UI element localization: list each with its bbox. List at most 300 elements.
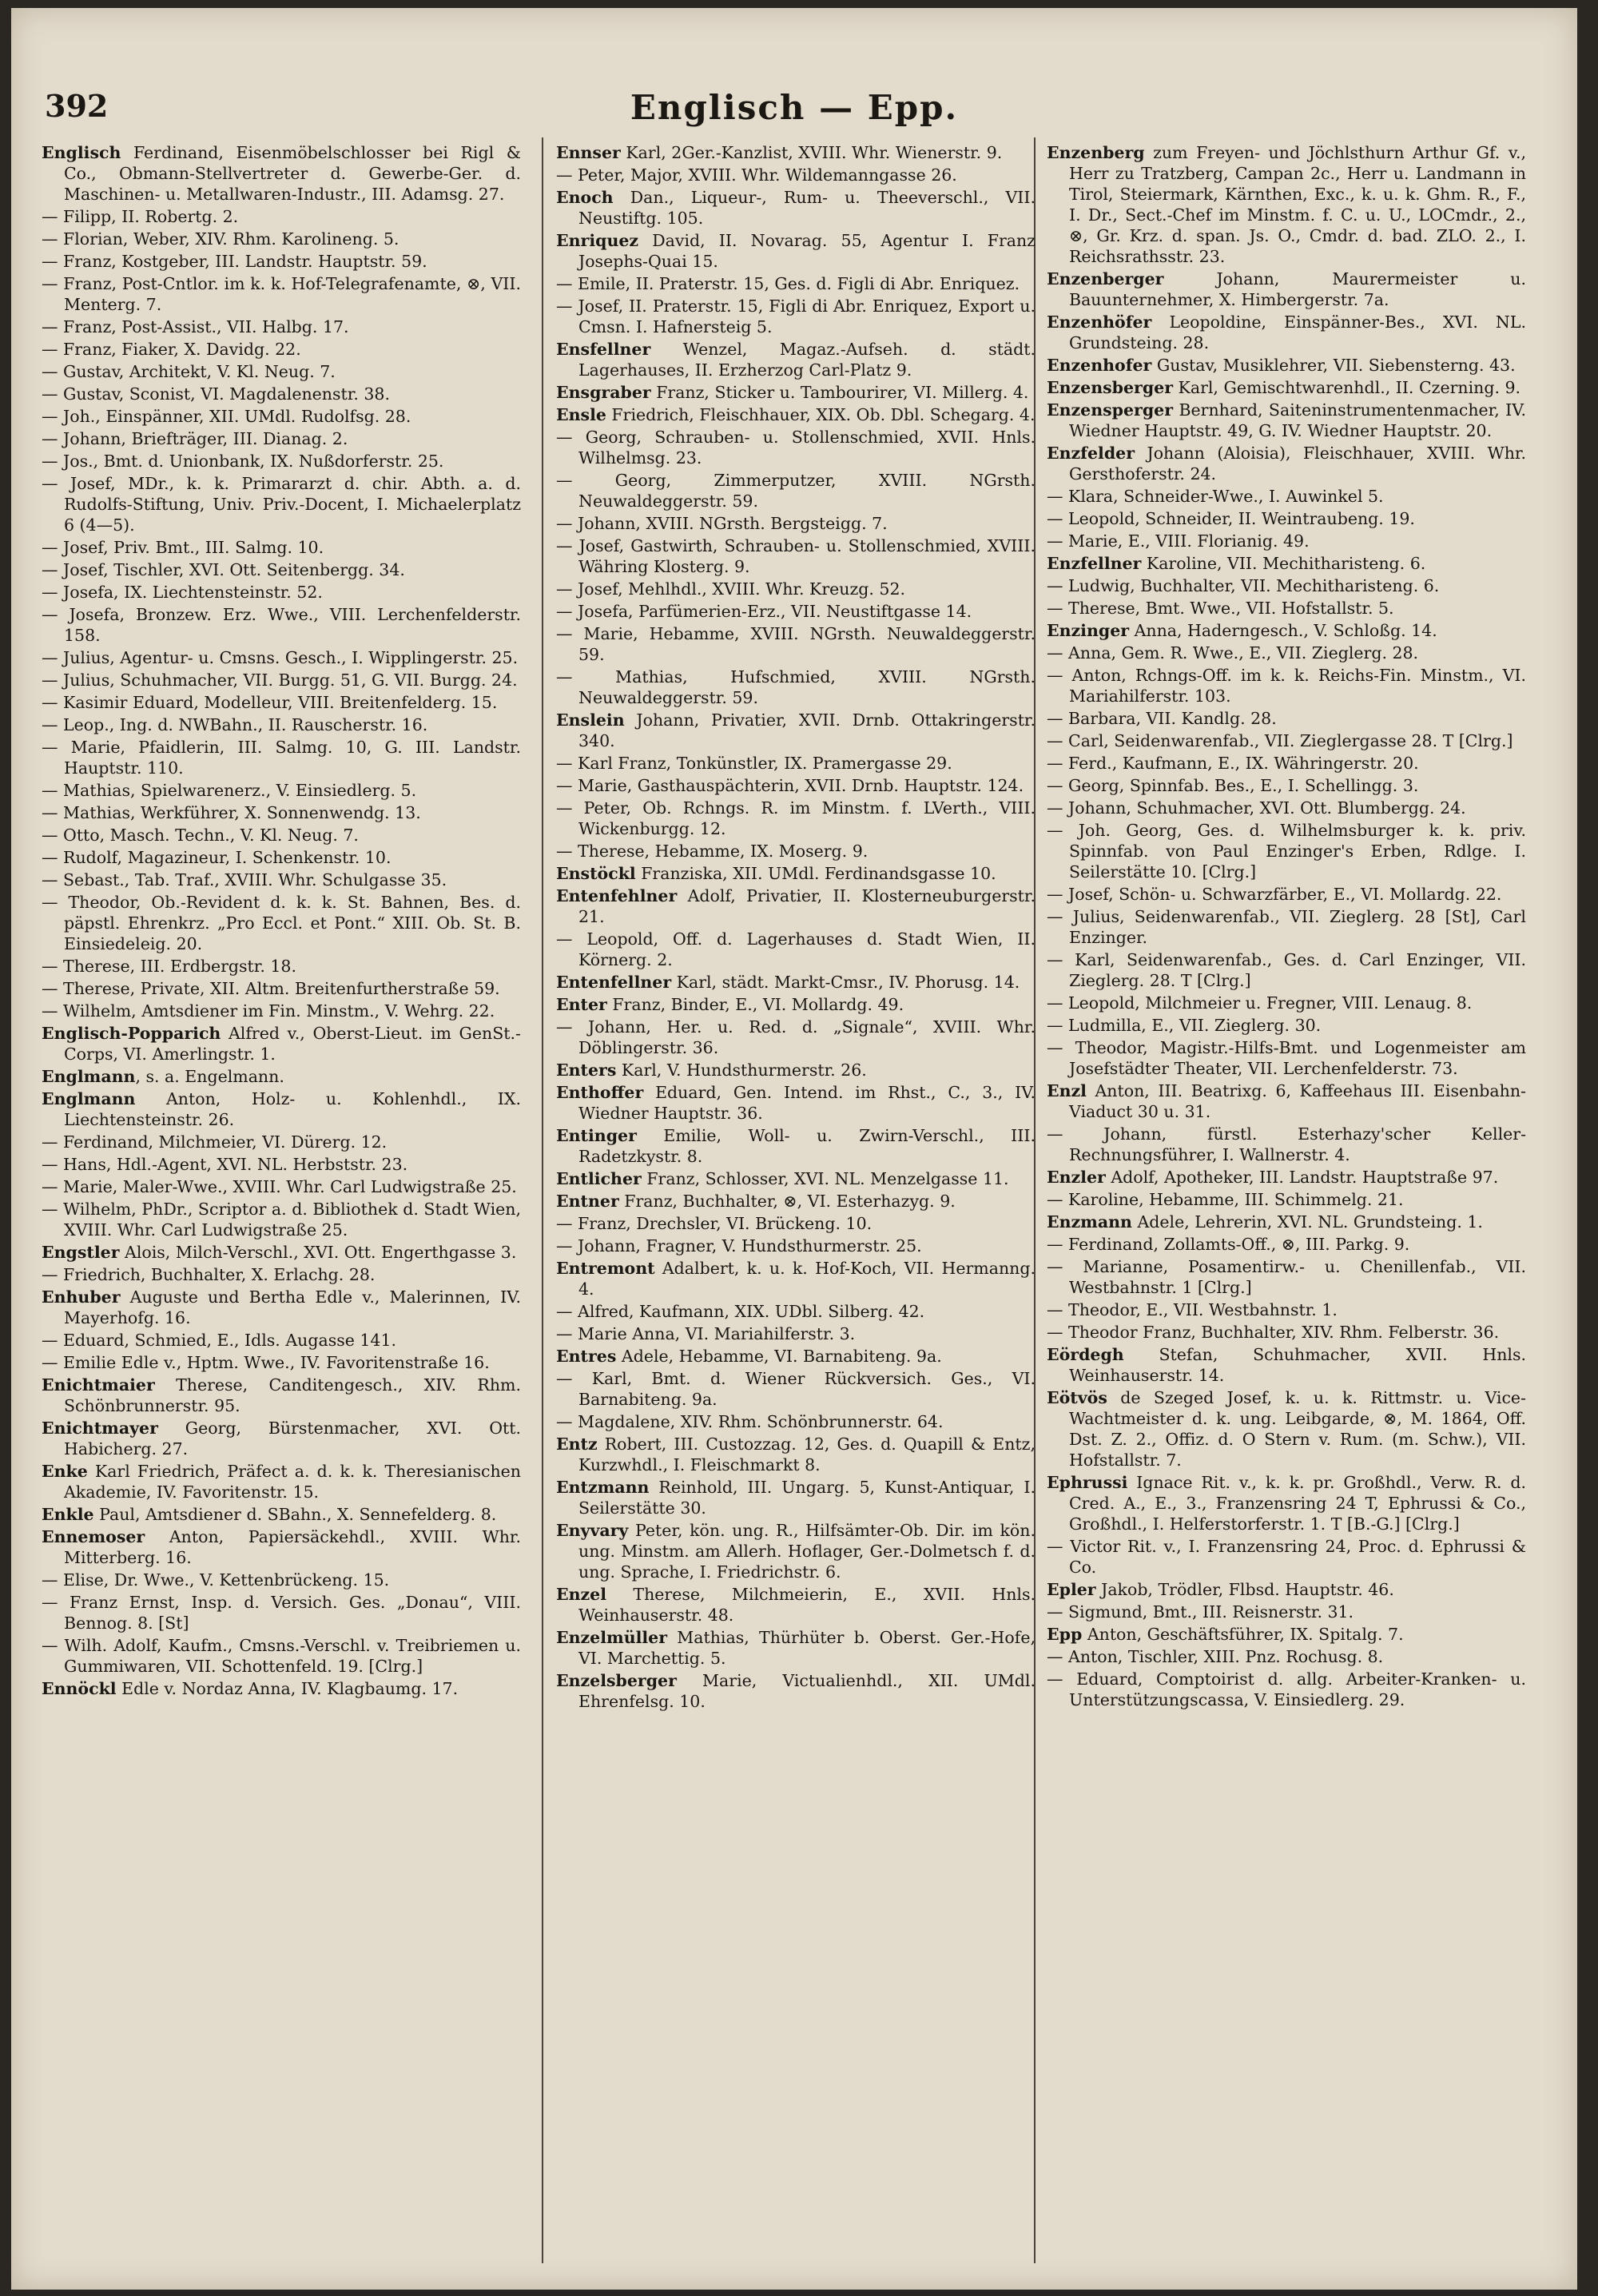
entry-surname: Englmann bbox=[42, 1089, 136, 1108]
entry-text: — Otto, Masch. Techn., V. Kl. Neug. 7. bbox=[42, 826, 359, 845]
entry-text: — Gustav, Sconist, VI. Magdalenenstr. 38. bbox=[42, 384, 390, 404]
directory-entry bbox=[556, 1125, 1036, 1167]
directory-entry bbox=[556, 1368, 1036, 1410]
entry-text: Paul, Amtsdiener d. SBahn., X. Sennefelderg. 8. bbox=[93, 1505, 497, 1524]
entry-text: — Julius, Schuhmacher, VII. Burgg. 51, G. VII. Burgg. 24. bbox=[42, 670, 518, 690]
directory-entry bbox=[42, 1199, 521, 1240]
directory-entry bbox=[1047, 906, 1526, 948]
entry-text: — Franz, Fiaker, X. Davidg. 22. bbox=[42, 340, 301, 359]
directory-entry bbox=[556, 404, 1036, 425]
directory-entry bbox=[42, 1154, 521, 1175]
directory-entry bbox=[1047, 884, 1526, 905]
directory-page bbox=[11, 8, 1577, 2290]
directory-entry bbox=[556, 972, 1036, 993]
directory-entry bbox=[556, 1627, 1036, 1669]
directory-entry bbox=[42, 780, 521, 801]
entry-text: — Josef, Gastwirth, Schrauben- u. Stollenschmied, XVIII. Währing Klosterg. 9. bbox=[556, 536, 1036, 576]
entry-surname: Entenfellner bbox=[556, 973, 672, 992]
entry-text: — Theodor Franz, Buchhalter, XIV. Rhm. Felberstr. 36. bbox=[1047, 1323, 1500, 1342]
directory-entry bbox=[42, 847, 521, 868]
entry-text: — Ferd., Kaufmann, E., IX. Währingerstr. 20. bbox=[1047, 754, 1419, 773]
directory-entry bbox=[42, 406, 521, 427]
entry-surname: Enyvary bbox=[556, 1521, 629, 1540]
entry-text: — Franz, Drechsler, VI. Brückeng. 10. bbox=[556, 1214, 873, 1233]
directory-entry bbox=[556, 187, 1036, 229]
directory-entry bbox=[42, 229, 521, 249]
entry-text: Franz, Binder, E., VI. Mollardg. 49. bbox=[606, 995, 904, 1014]
column-right bbox=[1047, 142, 1526, 2268]
entry-text: , s. a. Engelmann. bbox=[135, 1067, 284, 1086]
entry-surname: Eördegh bbox=[1047, 1345, 1124, 1364]
entry-text: — Georg, Schrauben- u. Stollenschmied, XVII. Hnls. Wilhelmsg. 23. bbox=[556, 428, 1036, 468]
entry-text: — Anna, Gem. R. Wwe., E., VII. Zieglerg. 28. bbox=[1047, 643, 1419, 663]
directory-entry bbox=[556, 296, 1036, 337]
directory-entry bbox=[556, 535, 1036, 577]
entry-text: — Barbara, VII. Kandlg. 28. bbox=[1047, 709, 1277, 728]
directory-entry bbox=[1047, 993, 1526, 1013]
entry-surname: Enkle bbox=[42, 1505, 94, 1524]
directory-entry bbox=[556, 1584, 1036, 1626]
entry-text: — Emile, II. Praterstr. 15, Ges. d. Figli di Abr. Enriquez. bbox=[556, 274, 1020, 293]
entry-text: — Florian, Weber, XIV. Rhm. Karolineng. 5. bbox=[42, 229, 400, 249]
entry-text: — Klara, Schneider-Wwe., I. Auwinkel 5. bbox=[1047, 487, 1384, 506]
entry-text: — Johann, Briefträger, III. Dianag. 2. bbox=[42, 429, 348, 448]
directory-entry bbox=[556, 1477, 1036, 1518]
directory-entry bbox=[556, 579, 1036, 599]
entry-text: — Mathias, Spielwarenerz., V. Einsiedlerg. 5. bbox=[42, 781, 417, 800]
directory-entry bbox=[42, 251, 521, 272]
directory-entry bbox=[556, 1434, 1036, 1475]
directory-entry bbox=[1047, 620, 1526, 641]
entry-text: — Franz, Post-Assist., VII. Halbg. 17. bbox=[42, 317, 349, 336]
directory-entry bbox=[556, 885, 1036, 927]
entry-text: — Johann, fürstl. Esterhazy'scher Keller-Rechnungsführer, I. Wallnerstr. 4. bbox=[1047, 1124, 1526, 1164]
entry-text: Friedrich, Fleischhauer, XIX. Ob. Dbl. Schegarg. 4. bbox=[606, 405, 1036, 424]
directory-entry bbox=[1047, 1472, 1526, 1534]
directory-entry bbox=[556, 841, 1036, 861]
entry-surname: Eötvös bbox=[1047, 1388, 1107, 1407]
directory-entry bbox=[42, 361, 521, 382]
entry-text: Mathias, Thürhüter b. Oberst. Ger.-Hofe, VI. Marchettig. 5. bbox=[578, 1628, 1036, 1668]
entry-surname: Enhuber bbox=[42, 1287, 121, 1307]
directory-entry bbox=[42, 1352, 521, 1373]
entry-text: Adele, Hebamme, VI. Barnabiteng. 9a. bbox=[616, 1347, 942, 1366]
entry-text: — Emilie Edle v., Hptm. Wwe., IV. Favoritenstraße 16. bbox=[42, 1353, 490, 1372]
directory-entry bbox=[42, 1375, 521, 1416]
directory-entry bbox=[556, 775, 1036, 796]
entry-text: Marie, Victualienhdl., XII. UMdl. Ehrenfelsg. 10. bbox=[578, 1671, 1036, 1711]
entry-text: Karoline, VII. Mechitharisteng. 6. bbox=[1141, 554, 1426, 573]
directory-entry bbox=[42, 473, 521, 535]
entry-surname: Enzler bbox=[1047, 1168, 1106, 1187]
entry-surname: Epler bbox=[1047, 1580, 1096, 1599]
directory-entry bbox=[1047, 708, 1526, 729]
directory-entry bbox=[1047, 1579, 1526, 1600]
directory-entry bbox=[1047, 820, 1526, 882]
entry-text: Stefan, Schuhmacher, XVII. Hnls. Weinhauserstr. 14. bbox=[1069, 1345, 1526, 1385]
entry-text: Gustav, Musiklehrer, VII. Siebensterng. 43. bbox=[1151, 356, 1516, 375]
directory-entry bbox=[556, 1258, 1036, 1299]
directory-entry bbox=[1047, 1322, 1526, 1343]
entry-text: Ignace Rit. v., k. k. pr. Großhdl., Verw. R. d. Cred. A., E., 3., Franzensring 24 T, Ephrussi & Co., Großhdl., I. Helferstorferstr. 1. T [B.-G.] [Clrg.] bbox=[1069, 1473, 1526, 1534]
entry-surname: Enzensberger bbox=[1047, 378, 1174, 397]
entry-text: — Johann, Fragner, V. Hundsthurmerstr. 25. bbox=[556, 1236, 922, 1255]
entry-text: — Mathias, Werkführer, X. Sonnenwendg. 13. bbox=[42, 803, 421, 822]
directory-entry bbox=[42, 1023, 521, 1064]
entry-text: — Jos., Bmt. d. Unionbank, IX. Nußdorferstr. 25. bbox=[42, 452, 444, 471]
directory-entry bbox=[42, 273, 521, 315]
directory-entry bbox=[42, 956, 521, 977]
entry-text: — Peter, Major, XVIII. Whr. Wildemanngasse 26. bbox=[556, 165, 957, 185]
entry-surname: Englmann bbox=[42, 1067, 136, 1086]
entry-surname: Enzfelder bbox=[1047, 444, 1135, 463]
entry-text: — Sebast., Tab. Traf., XVIII. Whr. Schulgasse 35. bbox=[42, 870, 447, 889]
directory-entry bbox=[1047, 377, 1526, 398]
entry-surname: Ensfellner bbox=[556, 340, 651, 359]
entry-text: — Anton, Rchngs-Off. im k. k. Reichs-Fin. Minstm., VI. Mariahilferstr. 103. bbox=[1047, 666, 1526, 706]
directory-entry bbox=[556, 273, 1036, 294]
directory-entry bbox=[42, 1635, 521, 1677]
directory-entry bbox=[1047, 312, 1526, 353]
entry-surname: Enstöckl bbox=[556, 864, 636, 883]
directory-entry bbox=[42, 1461, 521, 1502]
entry-text: Edle v. Nordaz Anna, IV. Klagbaumg. 17. bbox=[116, 1679, 459, 1698]
directory-entry bbox=[42, 714, 521, 735]
entry-text: — Franz, Post-Cntlor. im k. k. Hof-Telegrafenamte, ⊗, VII. Menterg. 7. bbox=[42, 274, 521, 314]
directory-entry bbox=[42, 1001, 521, 1021]
directory-entry bbox=[556, 230, 1036, 272]
entry-surname: Entenfehlner bbox=[556, 886, 678, 905]
entry-text: — Ferdinand, Milchmeier, VI. Dürerg. 12. bbox=[42, 1132, 388, 1152]
entry-text: — Josef, Mehlhdl., XVIII. Whr. Kreuzg. 52. bbox=[556, 579, 906, 599]
entry-text: — Karoline, Hebamme, III. Schimmelg. 21. bbox=[1047, 1190, 1404, 1209]
entry-text: — Eduard, Schmied, E., Idls. Augasse 141. bbox=[42, 1331, 397, 1350]
directory-entry bbox=[42, 1088, 521, 1130]
entry-text: Karl, 2Ger.-Kanzlist, XVIII. Whr. Wienerstr. 9. bbox=[620, 143, 1003, 162]
entry-text: — Wilh. Adolf, Kaufm., Cmsns.-Verschl. v. Treibriemen u. Gummiwaren, VII. Schottenfeld. 19. [Clrg.] bbox=[42, 1636, 521, 1676]
entry-surname: Enslein bbox=[556, 710, 625, 730]
entry-text: — Wilhelm, Amtsdiener im Fin. Minstm., V. Wehrg. 22. bbox=[42, 1001, 495, 1021]
entry-text: Robert, III. Custozzag. 12, Ges. d. Quapill & Entz, Kurzwhdl., I. Fleischmarkt 8. bbox=[578, 1435, 1036, 1474]
entry-text: — Victor Rit. v., I. Franzensring 24, Proc. d. Ephrussi & Co. bbox=[1047, 1537, 1526, 1577]
directory-entry bbox=[42, 537, 521, 558]
directory-entry bbox=[556, 1213, 1036, 1234]
entry-text: — Ludwig, Buchhalter, VII. Mechitharisteng. 6. bbox=[1047, 576, 1440, 595]
column-divider bbox=[542, 137, 543, 2263]
entry-text: — Josef, Tischler, XVI. Ott. Seitenbergg. 34. bbox=[42, 560, 405, 579]
directory-entry bbox=[42, 1570, 521, 1590]
directory-entry bbox=[556, 142, 1036, 163]
directory-entry bbox=[1047, 575, 1526, 596]
directory-entry bbox=[1047, 1212, 1526, 1232]
entry-text: — Josef, MDr., k. k. Primararzt d. chir. Abth. a. d. Rudolfs-Stiftung, Univ. Priv.-Docent, I. Michaelerplatz 6 (4—5). bbox=[42, 474, 521, 535]
running-title: Englisch — Epp. bbox=[630, 88, 959, 127]
directory-entry bbox=[42, 142, 521, 205]
entry-text: zum Freyen- und Jöchlsthurn Arthur Gf. v., Herr zu Tratzberg, Campan 2c., Herr u. Landmann in Tirol, Steiermark, Kärnthen, Exc., k. u. k. Ghm. R., F., I. Dr., Sect.-Chef im Minstm. f. C. u. U., LOCmdr., 2., ⊗, Gr. Krz. d. span. Js. O., Cmdr. d. bad. ZLO. 2., I. Reichsrathsstr. 23. bbox=[1069, 143, 1526, 266]
directory-entry bbox=[556, 1323, 1036, 1344]
entry-text: Auguste und Bertha Edle v., Malerinnen, IV. Mayerhofg. 16. bbox=[64, 1287, 521, 1327]
entry-surname: Entinger bbox=[556, 1126, 637, 1145]
directory-entry bbox=[42, 1526, 521, 1568]
directory-entry bbox=[42, 451, 521, 472]
directory-entry bbox=[556, 470, 1036, 511]
directory-entry bbox=[1047, 553, 1526, 574]
directory-entry bbox=[42, 1176, 521, 1197]
entry-surname: Entres bbox=[556, 1347, 617, 1366]
entry-text: Alois, Milch-Verschl., XVI. Ott. Engerthgasse 3. bbox=[119, 1243, 517, 1262]
column-middle bbox=[556, 142, 1036, 2268]
directory-entry bbox=[556, 601, 1036, 622]
entry-text: — Therese, Bmt. Wwe., VII. Hofstallstr. 5. bbox=[1047, 599, 1394, 618]
entry-text: Adele, Lehrerin, XVI. NL. Grundsteing. 1. bbox=[1131, 1212, 1483, 1232]
entry-text: — Eduard, Comptoirist d. allg. Arbeiter-Kranken- u. Unterstützungscassa, V. Einsiedlerg. 29. bbox=[1047, 1669, 1526, 1709]
directory-entry bbox=[1047, 1015, 1526, 1036]
entry-text: Adalbert, k. u. k. Hof-Koch, VII. Hermanng. 4. bbox=[578, 1259, 1036, 1299]
directory-entry bbox=[1047, 1387, 1526, 1470]
entry-surname: Enthoffer bbox=[556, 1083, 644, 1102]
entry-text: — Julius, Seidenwarenfab., VII. Zieglerg. 28 [St], Carl Enzinger. bbox=[1047, 907, 1526, 947]
directory-entry bbox=[556, 623, 1036, 665]
directory-entry bbox=[556, 994, 1036, 1015]
entry-text: — Theodor, E., VII. Westbahnstr. 1. bbox=[1047, 1300, 1338, 1319]
entry-text: — Marianne, Posamentirw.- u. Chenillenfab., VII. Westbahnstr. 1 [Clrg.] bbox=[1047, 1257, 1526, 1297]
entry-text: — Georg, Zimmerputzer, XVIII. NGrsth. Neuwaldeggerstr. 59. bbox=[556, 471, 1036, 511]
entry-text: — Filipp, II. Robertg. 2. bbox=[42, 207, 239, 226]
entry-text: — Josefa, IX. Liechtensteinstr. 52. bbox=[42, 583, 323, 602]
entry-text: — Therese, Private, XII. Altm. Breitenfurtherstraße 59. bbox=[42, 979, 500, 998]
directory-entry bbox=[42, 604, 521, 646]
directory-entry bbox=[1047, 1234, 1526, 1255]
entry-text: — Rudolf, Magazineur, I. Schenkenstr. 10. bbox=[42, 848, 392, 867]
entry-surname: Enter bbox=[556, 995, 607, 1014]
directory-entry bbox=[556, 863, 1036, 884]
directory-entry bbox=[42, 1287, 521, 1328]
directory-entry bbox=[42, 559, 521, 580]
entry-surname: Epp bbox=[1047, 1625, 1083, 1644]
directory-entry bbox=[42, 428, 521, 449]
entry-text: — Marie, Gasthauspächterin, XVII. Drnb. Hauptstr. 124. bbox=[556, 776, 1024, 795]
entry-text: — Gustav, Architekt, V. Kl. Neug. 7. bbox=[42, 362, 336, 381]
entry-text: Peter, kön. ung. R., Hilfsämter-Ob. Dir. im kön. ung. Minstm. am Allerh. Hoflager, Ger.-Dolmetsch f. d. ung. Sprache, I. Friedrichstr. 6. bbox=[578, 1521, 1036, 1582]
directory-entry bbox=[556, 1301, 1036, 1322]
directory-entry bbox=[1047, 1080, 1526, 1122]
directory-entry bbox=[1047, 1256, 1526, 1298]
directory-entry bbox=[42, 1132, 521, 1152]
directory-entry bbox=[42, 692, 521, 713]
entry-text: Adolf, Privatier, II. Klosterneuburgerstr. 21. bbox=[578, 886, 1036, 926]
entry-surname: Enzenberger bbox=[1047, 269, 1164, 288]
directory-entry bbox=[42, 1330, 521, 1351]
entry-text: — Marie Anna, VI. Mariahilferstr. 3. bbox=[556, 1324, 856, 1343]
entry-text: Anton, Holz- u. Kohlenhdl., IX. Liechtensteinstr. 26. bbox=[64, 1089, 521, 1129]
entry-text: — Marie, Maler-Wwe., XVIII. Whr. Carl Ludwigstraße 25. bbox=[42, 1177, 517, 1196]
entry-text: — Ferdinand, Zollamts-Off., ⊗, III. Parkg. 9. bbox=[1047, 1235, 1410, 1254]
entry-text: Johann, Maurermeister u. Bauunternehmer, X. Himbergerstr. 7a. bbox=[1069, 269, 1526, 309]
entry-text: — Franz Ernst, Insp. d. Versich. Ges. „Donau“, VIII. Bennog. 8. [St] bbox=[42, 1593, 521, 1633]
directory-entry bbox=[42, 892, 521, 954]
directory-entry bbox=[42, 670, 521, 690]
entry-text: — Therese, III. Erdbergstr. 18. bbox=[42, 957, 296, 976]
entry-text: — Kasimir Eduard, Modelleur, VIII. Breitenfelderg. 15. bbox=[42, 693, 498, 712]
directory-entry bbox=[42, 737, 521, 778]
directory-entry bbox=[556, 667, 1036, 708]
entry-text: — Leopold, Off. d. Lagerhauses d. Stadt Wien, II. Körnerg. 2. bbox=[556, 929, 1036, 969]
entry-text: Jakob, Trödler, Flbsd. Hauptstr. 46. bbox=[1095, 1580, 1394, 1599]
entry-text: — Joh., Einspänner, XII. UMdl. Rudolfsg. 28. bbox=[42, 407, 411, 426]
entry-surname: Enzenhofer bbox=[1047, 356, 1152, 375]
directory-entry bbox=[42, 978, 521, 999]
directory-entry bbox=[556, 165, 1036, 185]
entry-text: — Magdalene, XIV. Rhm. Schönbrunnerstr. 64. bbox=[556, 1412, 944, 1431]
directory-entry bbox=[556, 1191, 1036, 1212]
entry-surname: Enriquez bbox=[556, 231, 639, 250]
directory-entry bbox=[556, 798, 1036, 839]
directory-entry bbox=[42, 206, 521, 227]
entry-text: Ferdinand, Eisenmöbelschlosser bei Rigl & Co., Obmann-Stellvertreter d. Gewerbe-Ger. d. Maschinen- u. Metallwaren-Industr., III. Adamsg. 27. bbox=[64, 143, 521, 204]
entry-text: — Marie, Hebamme, XVIII. NGrsth. Neuwaldeggerstr. 59. bbox=[556, 624, 1036, 664]
entry-text: Franziska, XII. UMdl. Ferdinandsgasse 10. bbox=[635, 864, 996, 883]
directory-entry bbox=[1047, 486, 1526, 507]
entry-text: Therese, Milchmeierin, E., XVII. Hnls. Weinhauserstr. 48. bbox=[578, 1585, 1036, 1625]
entry-text: Alfred v., Oberst-Lieut. im GenSt.-Corps, VI. Amerlingstr. 1. bbox=[64, 1024, 521, 1064]
entry-text: David, II. Novarag. 55, Agentur I. Franz Josephs-Quai 15. bbox=[578, 231, 1036, 271]
entry-surname: Ensgraber bbox=[556, 383, 651, 402]
directory-entry bbox=[42, 869, 521, 890]
directory-entry bbox=[42, 339, 521, 360]
entry-text: — Alfred, Kaufmann, XIX. UDbl. Silberg. 42. bbox=[556, 1302, 925, 1321]
entry-text: — Wilhelm, PhDr., Scriptor a. d. Bibliothek d. Stadt Wien, XVIII. Whr. Carl Ludwigstraße 25. bbox=[42, 1200, 521, 1240]
entry-text: — Anton, Tischler, XIII. Pnz. Rochusg. 8. bbox=[1047, 1647, 1384, 1666]
entry-surname: Enzensperger bbox=[1047, 400, 1174, 420]
entry-surname: Enke bbox=[42, 1462, 88, 1481]
entry-text: Anna, Haderngesch., V. Schloßg. 14. bbox=[1129, 621, 1437, 640]
entry-surname: Ennemoser bbox=[42, 1527, 145, 1546]
entry-text: — Johann, Schuhmacher, XVI. Ott. Blumbergg. 24. bbox=[1047, 798, 1466, 818]
directory-entry bbox=[1047, 1037, 1526, 1079]
entry-text: — Peter, Ob. Rchngs. R. im Minstm. f. LVerth., VIII. Wickenburgg. 12. bbox=[556, 798, 1036, 838]
entry-text: — Josefa, Parfümerien-Erz., VII. Neustiftgasse 14. bbox=[556, 602, 972, 621]
directory-entry bbox=[1047, 508, 1526, 529]
entry-text: — Josef, Priv. Bmt., III. Salmg. 10. bbox=[42, 538, 324, 557]
entry-text: — Georg, Spinnfab. Bes., E., I. Schellingg. 3. bbox=[1047, 776, 1419, 795]
entry-text: — Johann, XVIII. NGrsth. Bergsteigg. 7. bbox=[556, 514, 888, 533]
entry-surname: Entzmann bbox=[556, 1478, 650, 1497]
entry-surname: Ensle bbox=[556, 405, 606, 424]
entry-text: — Leop., Ing. d. NWBahn., II. Rauscherstr. 16. bbox=[42, 715, 428, 734]
directory-entry bbox=[1047, 775, 1526, 796]
entry-text: — Theodor, Magistr.-Hilfs-Bmt. und Logenmeister am Josefstädter Theater, VII. Lerchenfelderstr. 73. bbox=[1047, 1038, 1526, 1078]
entry-text: Franz, Buchhalter, ⊗, VI. Esterhazyg. 9. bbox=[618, 1192, 956, 1211]
entry-text: — Elise, Dr. Wwe., V. Kettenbrückeng. 15. bbox=[42, 1570, 390, 1590]
directory-entry bbox=[42, 316, 521, 337]
entry-text: Bernhard, Saiteninstrumentenmacher, IV. Wiedner Hauptstr. 49, G. IV. Wiedner Hauptstr. 20. bbox=[1069, 400, 1526, 440]
directory-entry bbox=[556, 1411, 1036, 1432]
entry-text: — Therese, Hebamme, IX. Moserg. 9. bbox=[556, 842, 869, 861]
entry-text: Anton, III. Beatrixg. 6, Kaffeehaus III. Eisenbahn-Viaduct 30 u. 31. bbox=[1069, 1081, 1526, 1121]
entry-text: — Josef, II. Praterstr. 15, Figli di Abr. Enriquez, Export u. Cmsn. I. Hafnersteig 5. bbox=[556, 296, 1036, 336]
entry-text: Anton, Papiersäckehdl., XVIII. Whr. Mitterberg. 16. bbox=[64, 1527, 521, 1567]
page-number: 392 bbox=[45, 88, 109, 124]
entry-text: Leopoldine, Einspänner-Bes., XVI. NL. Grundsteing. 28. bbox=[1069, 312, 1526, 352]
entry-surname: Enichtmayer bbox=[42, 1419, 158, 1438]
entry-surname: Enzenberg bbox=[1047, 143, 1145, 162]
directory-entry bbox=[556, 513, 1036, 534]
directory-entry bbox=[1047, 1189, 1526, 1210]
entry-text: — Hans, Hdl.-Agent, XVI. NL. Herbststr. 23. bbox=[42, 1155, 408, 1174]
entry-text: — Johann, Her. u. Red. d. „Signale“, XVIII. Whr. Döblingerstr. 36. bbox=[556, 1017, 1036, 1057]
entry-text: — Theodor, Ob.-Revident d. k. k. St. Bahnen, Bes. d. päpstl. Ehrenkrz. „Pro Eccl. et Pont.“ XIII. Ob. St. B. Einsiedeleig. 20. bbox=[42, 893, 521, 953]
directory-entry bbox=[1047, 753, 1526, 774]
directory-entry bbox=[1047, 355, 1526, 376]
entry-surname: Enzl bbox=[1047, 1081, 1087, 1100]
directory-entry bbox=[556, 1346, 1036, 1367]
entry-surname: Ennser bbox=[556, 143, 621, 162]
entry-surname: Englisch-Popparich bbox=[42, 1024, 221, 1043]
entry-text: de Szeged Josef, k. u. k. Rittmstr. u. Vice-Wachtmeister d. k. ung. Leibgarde, ⊗, M. 1864, Off. Dst. Z. 2., Offiz. d. O Stern v. Rum. (m. Schw.), VII. Hofstallstr. 7. bbox=[1069, 1388, 1526, 1470]
directory-entry bbox=[1047, 1124, 1526, 1165]
entry-surname: Enzelmüller bbox=[556, 1628, 668, 1647]
entry-surname: Enzfellner bbox=[1047, 554, 1142, 573]
entry-text: Anton, Geschäftsführer, IX. Spitalg. 7. bbox=[1082, 1625, 1404, 1644]
directory-entry bbox=[1047, 1167, 1526, 1188]
entry-text: — Marie, E., VIII. Florianig. 49. bbox=[1047, 531, 1310, 551]
directory-entry bbox=[1047, 665, 1526, 706]
entry-text: Georg, Bürstenmacher, XVI. Ott. Habicherg. 27. bbox=[64, 1419, 521, 1458]
directory-entry bbox=[42, 1418, 521, 1459]
entry-text: Emilie, Woll- u. Zwirn-Verschl., III. Radetzkystr. 8. bbox=[578, 1126, 1036, 1166]
column-left bbox=[42, 142, 521, 2268]
entry-surname: Enzenhöfer bbox=[1047, 312, 1152, 332]
directory-entry bbox=[556, 382, 1036, 403]
entry-surname: Enters bbox=[556, 1060, 617, 1080]
entry-text: Karl, Gemischtwarenhdl., II. Czerning. 9. bbox=[1173, 378, 1521, 397]
entry-text: — Mathias, Hufschmied, XVIII. NGrsth. Neuwaldeggerstr. 59. bbox=[556, 667, 1036, 707]
directory-entry bbox=[42, 1242, 521, 1263]
directory-entry bbox=[1047, 1624, 1526, 1645]
directory-entry bbox=[42, 1592, 521, 1633]
entry-text: Johann, Privatier, XVII. Drnb. Ottakringerstr. 340. bbox=[578, 710, 1036, 750]
entry-text: Adolf, Apotheker, III. Landstr. Hauptstraße 97. bbox=[1105, 1168, 1499, 1187]
entry-text: — Leopold, Schneider, II. Weintraubeng. 19. bbox=[1047, 509, 1415, 528]
entry-text: — Josef, Schön- u. Schwarzfärber, E., VI. Mollardg. 22. bbox=[1047, 885, 1502, 904]
entry-text: — Ludmilla, E., VII. Zieglerg. 30. bbox=[1047, 1016, 1322, 1035]
directory-entry bbox=[1047, 949, 1526, 991]
entry-text: Therese, Canditengesch., XIV. Rhm. Schönbrunnerstr. 95. bbox=[64, 1375, 521, 1415]
entry-surname: Entz bbox=[556, 1435, 598, 1454]
directory-entry bbox=[1047, 1602, 1526, 1622]
entry-text: Karl, städt. Markt-Cmsr., IV. Phorusg. 14. bbox=[671, 973, 1020, 992]
directory-entry bbox=[556, 929, 1036, 970]
directory-entry bbox=[556, 1670, 1036, 1712]
directory-entry bbox=[1047, 531, 1526, 551]
entry-text: Karl Friedrich, Präfect a. d. k. k. Theresianischen Akademie, IV. Favoritenstr. 15. bbox=[64, 1462, 521, 1502]
entry-text: Karl, V. Hundsthurmerstr. 26. bbox=[616, 1060, 867, 1080]
directory-entry bbox=[42, 582, 521, 603]
directory-entry bbox=[1047, 730, 1526, 751]
entry-text: — Josefa, Bronzew. Erz. Wwe., VIII. Lerchenfelderstr. 158. bbox=[42, 605, 521, 645]
directory-entry bbox=[1047, 1646, 1526, 1667]
directory-entry bbox=[556, 710, 1036, 751]
directory-entry bbox=[1047, 798, 1526, 818]
directory-entry bbox=[556, 1520, 1036, 1582]
entry-surname: Entlicher bbox=[556, 1169, 642, 1188]
entry-text: — Leopold, Milchmeier u. Fregner, VIII. Lenaug. 8. bbox=[1047, 993, 1473, 1013]
entry-surname: Enzinger bbox=[1047, 621, 1130, 640]
entry-text: Reinhold, III. Ungarg. 5, Kunst-Antiquar, I. Seilerstätte 30. bbox=[578, 1478, 1036, 1518]
entry-text: Eduard, Gen. Intend. im Rhst., C., 3., IV. Wiedner Hauptstr. 36. bbox=[578, 1083, 1036, 1123]
entry-text: — Karl, Seidenwarenfab., Ges. d. Carl Enzinger, VII. Zieglerg. 28. T [Clrg.] bbox=[1047, 950, 1526, 990]
directory-entry bbox=[556, 339, 1036, 380]
